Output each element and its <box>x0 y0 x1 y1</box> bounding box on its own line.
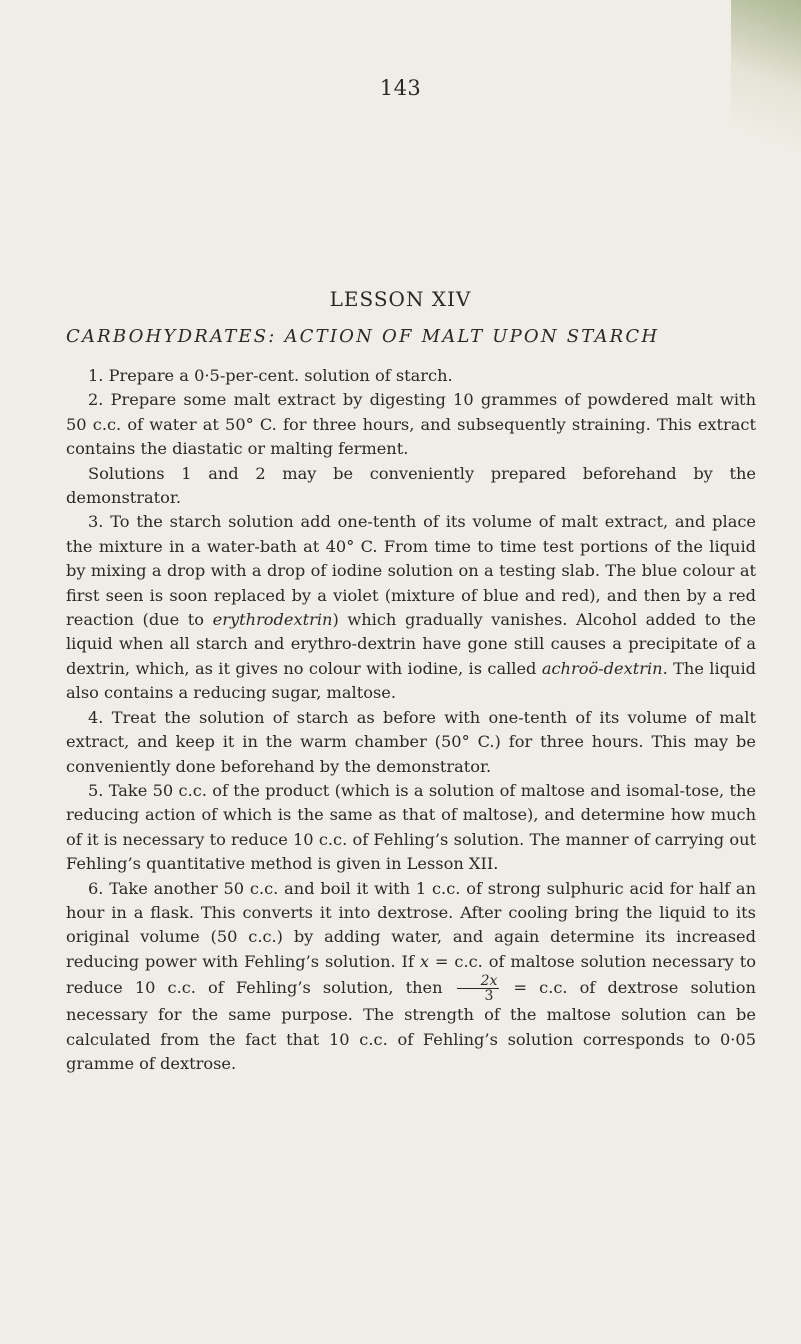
lesson-body <box>66 364 756 1076</box>
step-6-text-c: = c.c. of dextrose solution necessary for the same purpose. The strength of the maltose solution can be calculated from the fact that 10 c.c. of Fehling’s solution corresponds to 0·05 gramme of dextrose. <box>66 978 756 1073</box>
step-6-text-a: 6. Take another 50 c.c. and boil it with 1 c.c. of strong sulphuric acid for half an hour in a flask. This converts it into dextrose. After cooling bring the liquid to its original volume (50 c.c.) by adding water, and again determine its increased reducing power with Fehling’s solution. If <box>66 878 756 971</box>
step-2-paragraph: 2. Prepare some malt extract by digesting 10 grammes of powdered malt with 50 c.c. of water at 50° C. for three hours, and subsequently straining. This extract contains the diastatic or malting ferment. <box>66 390 756 459</box>
step-1-paragraph: 1. Prepare a 0·5-per-cent. solution of starch. <box>88 366 453 385</box>
lesson-subtitle: CARBOHYDRATES: ACTION OF MALT UPON STARCH <box>66 326 660 347</box>
step-3-text-c: The liquid also contains a reducing sugar, maltose. <box>66 658 756 703</box>
fraction-denominator: 3 <box>484 988 494 1005</box>
step-3-paragraph <box>66 510 756 705</box>
step-6-paragraph <box>66 877 756 1077</box>
fraction-2x-over-3 <box>457 974 500 1003</box>
page-number: 143 <box>379 76 422 100</box>
step-5-paragraph: 5. Take 50 c.c. of the product (which is a solution of maltose and isomal-tose, the reducing action of which is the same as that of maltose), and determine how much of it is necessary to reduce 10 c.c. of Fehling’s solution. The manner of carrying out Fehling’s quantitative method is given in Lesson XII. <box>66 780 756 874</box>
achroodextrin-term: achroö-dextrin. <box>541 658 668 678</box>
step-3-text-b: ) which gradually vanishes. Alcohol added to the liquid when all starch and erythro-dextrin have gone still causes a precipitate of a dextrin, which, as it gives no colour with iodine, is called <box>66 610 756 678</box>
step-3-text-a: 3. To the starch solution add one-tenth of its volume of malt extract, and place the mixture in a water-bath at 40° C. From time to time test portions of the liquid by mixing a drop with a drop of iodine solution on a testing slab. The blue colour at first seen is soon replaced by a violet (mixture of blue and red), and then by a red reaction (due to <box>66 512 756 630</box>
erythrodextrin-term: erythrodextrin <box>212 610 333 630</box>
step-6-text-b: = c.c. of maltose solution necessary to reduce 10 c.c. of Fehling’s solution, then <box>66 951 756 998</box>
variable-x: x <box>419 951 429 971</box>
lesson-title: LESSON XIV <box>329 287 472 311</box>
fraction-numerator: 2x <box>457 974 500 989</box>
step-4-paragraph: 4. Treat the solution of starch as before with one-tenth of its volume of malt extract, and keep it in the warm chamber (50° C.) for three hours. This may be conveniently done beforehand by the demonstrator. <box>66 707 756 776</box>
demonstrator-note-paragraph: Solutions 1 and 2 may be conveniently prepared beforehand by the demonstrator. <box>66 463 756 508</box>
